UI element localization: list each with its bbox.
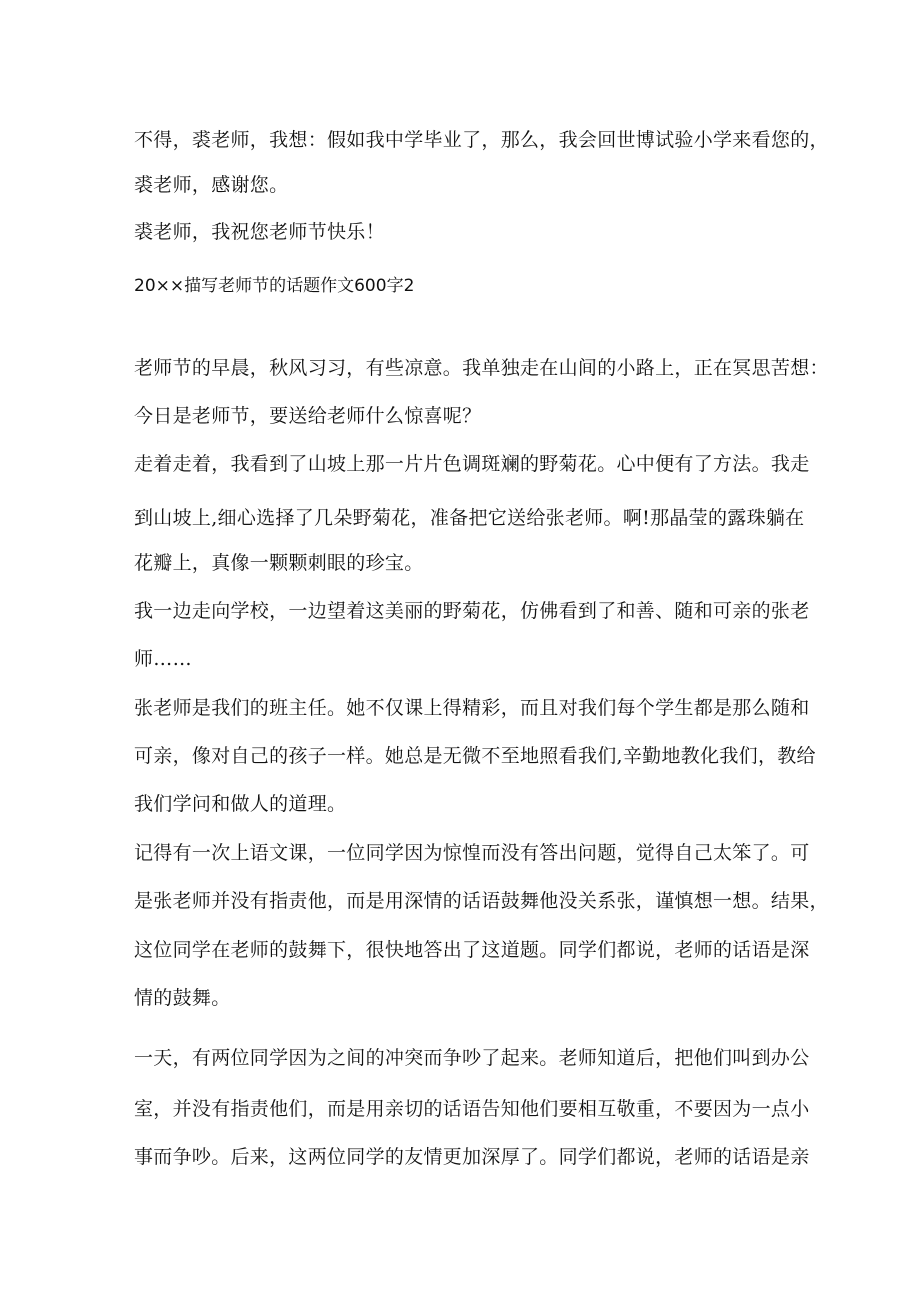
section-heading: 20××描写老师节的话题作文600字2 xyxy=(134,276,415,296)
text-line: 室，并没有指责他们，而是用亲切的话语告知他们要相互敬重，不要因为一点小 xyxy=(134,1098,810,1120)
text-line: 老师节的早晨，秋风习习，有些凉意。我单独走在山间的小路上，正在冥思苦想： xyxy=(134,357,829,379)
text-line: 情的鼓舞。 xyxy=(134,987,231,1009)
text-line: 我们学问和做人的道理。 xyxy=(134,793,347,815)
text-line: 裘老师，感谢您。 xyxy=(134,174,289,196)
text-line: 记得有一次上语文课，一位同学因为惊惶而没有答出问题，觉得自己太笨了。可 xyxy=(134,842,810,864)
text-line: 是张老师并没有指责他，而是用深情的话语鼓舞他没关系张，谨慎想一想。结果， xyxy=(134,890,829,912)
text-line: 事而争吵。后来，这两位同学的友情更加深厚了。同学们都说，老师的话语是亲 xyxy=(134,1146,810,1168)
text-line: 花瓣上，真像一颗颗刺眼的珍宝。 xyxy=(134,552,424,574)
text-line: 走着走着，我看到了山坡上那一片片色调斑斓的野菊花。心中便有了方法。我走 xyxy=(134,453,810,475)
text-line: 我一边走向学校，一边望着这美丽的野菊花，仿佛看到了和善、随和可亲的张老 xyxy=(134,600,810,622)
text-line: 不得，裘老师，我想：假如我中学毕业了，那么，我会回世博试验小学来看您的， xyxy=(134,129,829,151)
text-line: 今日是老师节，要送给老师什么惊喜呢？ xyxy=(134,405,482,427)
text-line: 师…… xyxy=(134,648,192,670)
text-line: 到山坡上,细心选择了几朵野菊花，准备把它送给张老师。啊!那晶莹的露珠躺在 xyxy=(134,507,805,529)
text-line: 可亲，像对自己的孩子一样。她总是无微不至地照看我们,辛勤地教化我们，教给 xyxy=(134,745,816,767)
text-line: 裘老师，我祝您老师节快乐！ xyxy=(134,221,385,243)
text-line: 这位同学在老师的鼓舞下，很快地答出了这道题。同学们都说，老师的话语是深 xyxy=(134,939,810,961)
text-line: 一天，有两位同学因为之间的冲突而争吵了起来。老师知道后，把他们叫到办公 xyxy=(134,1047,810,1069)
text-line: 张老师是我们的班主任。她不仅课上得精彩，而且对我们每个学生都是那么随和 xyxy=(134,697,810,719)
